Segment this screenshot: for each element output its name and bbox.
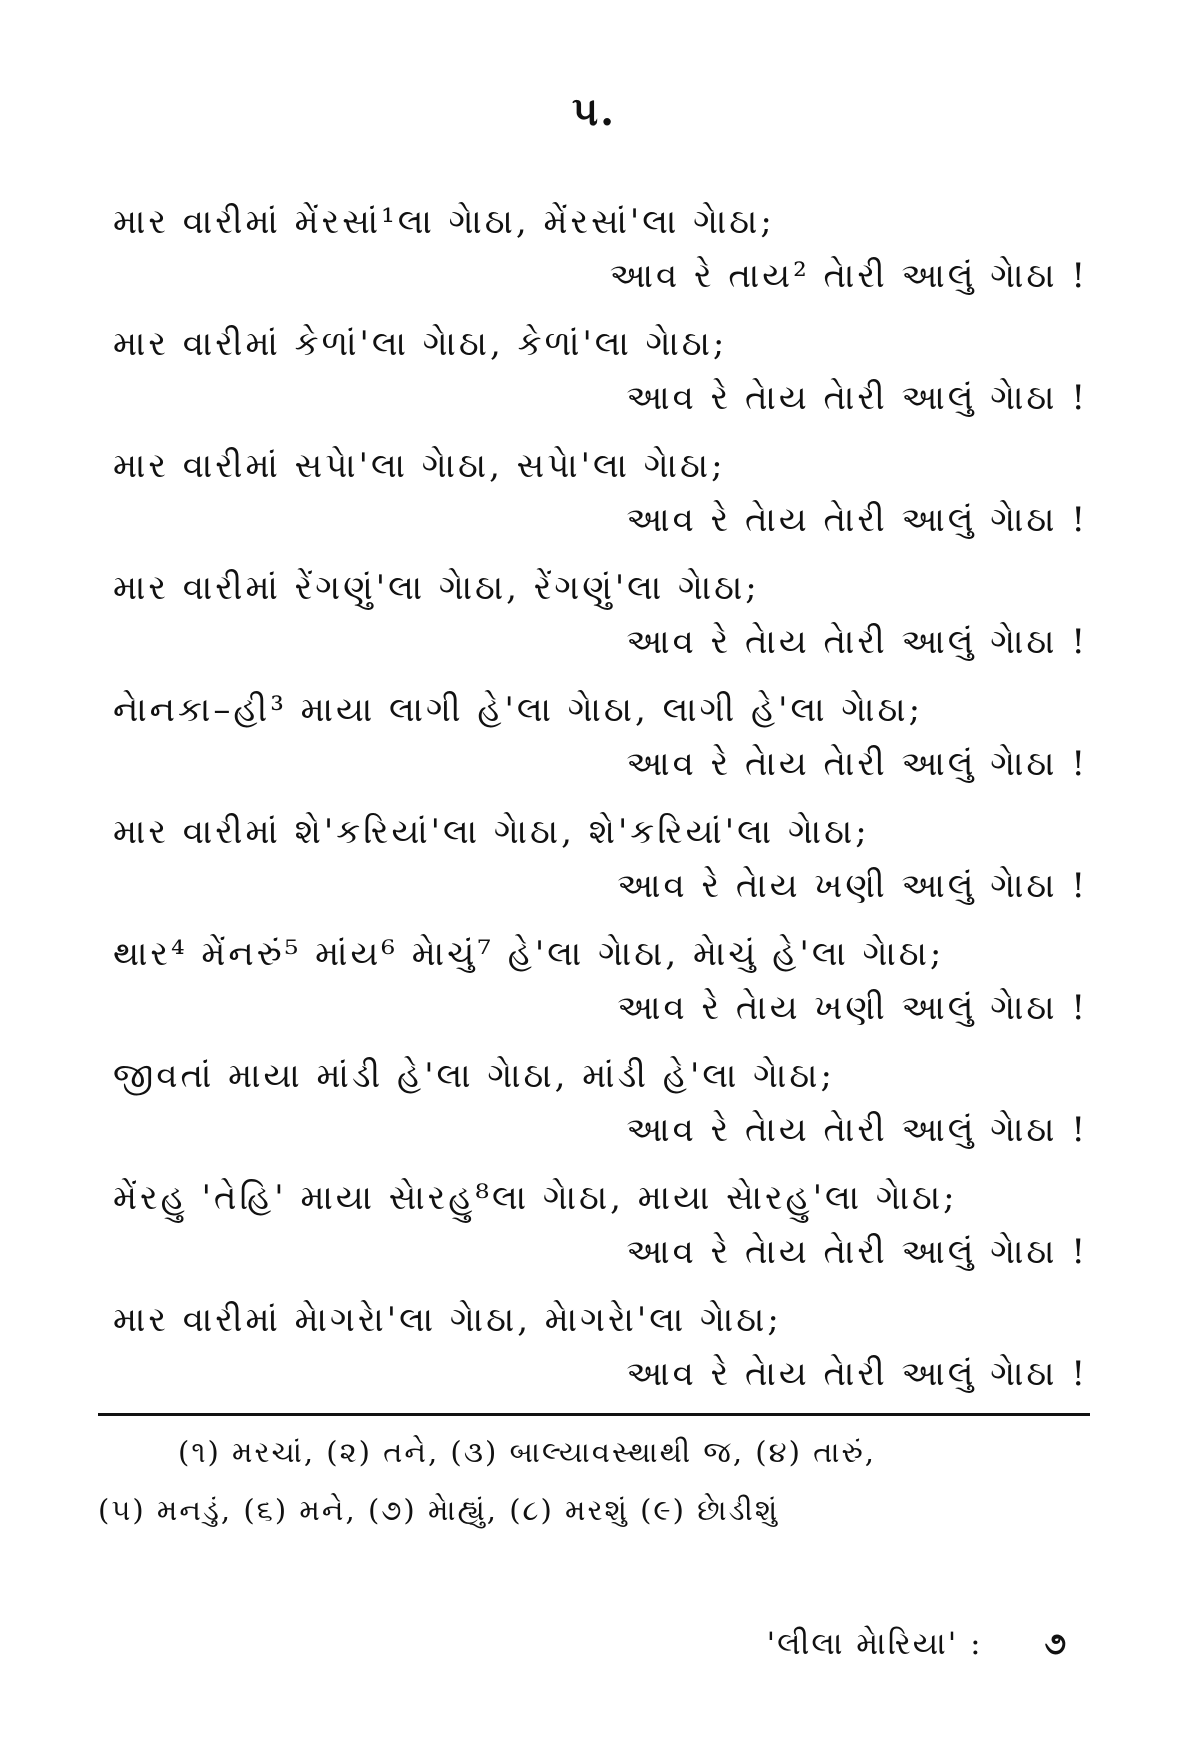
refrain-line: આવ રે તાય² તેારી આલું ગેાઠા ! xyxy=(609,256,1088,296)
stanza xyxy=(113,1174,1088,1296)
refrain-line: આવ રે તેાય તેારી આલું ગેાઠા ! xyxy=(626,1354,1088,1394)
verse-line: માર વારીમાં મેંરસાં¹લા ગેાઠા, મેંરસાં'લા ગેાઠા; xyxy=(113,202,775,242)
refrain-line: આવ રે તેાય તેારી આલું ગેાઠા ! xyxy=(626,378,1088,418)
stanza xyxy=(113,808,1088,930)
stanza xyxy=(113,564,1088,686)
refrain-line: આવ રે તેાય તેારી આલું ગેાઠા ! xyxy=(626,622,1088,662)
refrain-line: આવ રે તેાય ખણી આલું ગેાઠા ! xyxy=(617,988,1088,1028)
stanza xyxy=(113,1052,1088,1174)
refrain-line: આવ રે તેાય તેારી આલું ગેાઠા ! xyxy=(626,1110,1088,1150)
refrain-line: આવ રે તેાય ખણી આલું ગેાઠા ! xyxy=(617,866,1088,906)
footnote-divider xyxy=(98,1413,1090,1416)
running-title: 'લીલા મેારિયા' : xyxy=(766,1626,983,1662)
refrain-line: આવ રે તેાય તેારી આલું ગેાઠા ! xyxy=(626,500,1088,540)
verse-line: માર વારીમાં સપેા'લા ગેાઠા, સપેા'લા ગેાઠા; xyxy=(113,446,726,486)
verse-line: માર વારીમાં મેાગરેા'લા ગેાઠા, મેાગરેા'લા ગેાઠા; xyxy=(113,1300,782,1340)
verse-line: નેાનકા–હી³ માયા લાગી હે'લા ગેાઠા, લાગી હે'લા ગેાઠા; xyxy=(113,690,924,730)
song-number-heading: ૫. xyxy=(571,88,617,135)
refrain-line: આવ રે તેાય તેારી આલું ગેાઠા ! xyxy=(626,744,1088,784)
footnote-line: (૫) મનડું, (૬) મને, (૭) મેાહ્યું, (૮) મરશું (૯) છેાડીશું xyxy=(98,1493,780,1527)
footnotes xyxy=(98,1428,1090,1544)
verse-line: માર વારીમાં રેંગણું'લા ગેાઠા, રેંગણું'લા ગેાઠા; xyxy=(113,568,760,608)
verse-line: થાર⁴ મેંનરું⁵ માંય⁶ મેાચું⁷ હે'લા ગેાઠા, મેાચું હે'લા ગેાઠા; xyxy=(113,934,945,974)
verse-line: માર વારીમાં કેળાં'લા ગેાઠા, કેળાં'લા ગેાઠા; xyxy=(113,324,728,364)
footnote-line: (૧) મરચાં, (૨) તને, (૩) બાલ્યાવસ્થાથી જ, (૪) તારું, xyxy=(178,1435,876,1469)
verse-line: મેંરહુ 'તેહિ' માયા સેારહુ⁸લા ગેાઠા, માયા સેારહુ'લા ગેાઠા; xyxy=(113,1178,958,1218)
page-number: ૭ xyxy=(1044,1626,1068,1662)
verse-line: માર વારીમાં શે'કરિયાં'લા ગેાઠા, શે'કરિયાં'લા ગેાઠા; xyxy=(113,812,870,852)
page-footer xyxy=(767,1626,1068,1663)
verse-line: જીવતાં માયા માંડી હે'લા ગેાઠા, માંડી હે'લા ગેાઠા; xyxy=(113,1056,835,1096)
stanza xyxy=(113,198,1088,320)
stanza xyxy=(113,442,1088,564)
stanza xyxy=(113,930,1088,1052)
stanza xyxy=(113,320,1088,442)
song-verses xyxy=(113,198,1088,1418)
stanza xyxy=(113,686,1088,808)
stanza xyxy=(113,1296,1088,1418)
refrain-line: આવ રે તેાય તેારી આલું ગેાઠા ! xyxy=(626,1232,1088,1272)
